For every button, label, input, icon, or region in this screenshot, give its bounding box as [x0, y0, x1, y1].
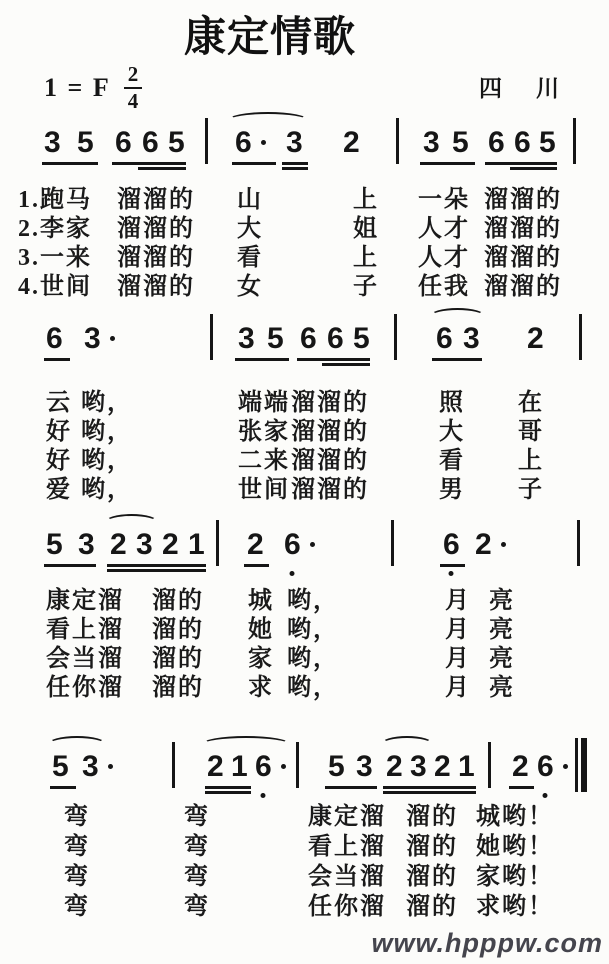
beam-line — [509, 786, 534, 789]
note: 3 — [410, 750, 427, 783]
lyric-text: 溜溜的 — [291, 477, 369, 503]
note: 6 — [284, 530, 301, 560]
beam-line — [325, 786, 377, 789]
lyric-text: 月 — [445, 675, 471, 701]
low-octave-dot — [543, 793, 548, 798]
barline — [216, 520, 219, 566]
lyric-text: 哟， — [287, 617, 339, 643]
notation-system — [0, 128, 609, 180]
lyric-text: 她哟！ — [476, 834, 554, 860]
beam-line — [485, 162, 557, 165]
lyric-text: 4.世间 — [18, 274, 92, 300]
note: 5 — [52, 750, 69, 783]
beam-line — [44, 358, 70, 361]
beam-line — [235, 358, 289, 361]
note: 2 — [386, 750, 403, 783]
note: 1 — [188, 528, 205, 561]
lyric-text: 女 — [237, 274, 263, 300]
lyric-text: 好 — [46, 448, 72, 474]
lyric-text: 会当溜 — [46, 646, 124, 672]
augmentation-dot — [310, 542, 315, 547]
note: 5 — [168, 126, 185, 159]
beam-line — [107, 564, 206, 567]
note: 5 — [539, 126, 556, 159]
note: 5 — [452, 126, 469, 159]
lyric-text: 康定溜 — [308, 804, 386, 830]
lyric-text: 溜溜的 — [291, 448, 369, 474]
lyric-text: 溜的 — [152, 617, 204, 643]
lyric-text: 溜的 — [406, 894, 458, 920]
lyric-text: 张家 — [238, 419, 290, 445]
lyric-text: 溜溜的 — [484, 187, 562, 213]
lyric-text: 任我 — [418, 274, 470, 300]
note: 2 — [110, 528, 127, 561]
note: 1 — [458, 750, 475, 783]
note: 6 — [436, 322, 453, 355]
key-label: 1 = F — [44, 73, 111, 102]
note: 3 — [238, 322, 255, 355]
lyric-text: 溜溜的 — [484, 274, 562, 300]
note: 3 — [82, 752, 99, 782]
lyric-text: 家 — [248, 646, 274, 672]
watermark: www.hpppw.com — [371, 928, 603, 958]
note: 3 — [84, 324, 101, 354]
lyric-text: 求 — [248, 675, 274, 701]
lyric-text: 她 — [248, 617, 274, 643]
lyric-text: 看上溜 — [46, 617, 124, 643]
note: 2 — [207, 750, 224, 783]
beam-line — [383, 786, 476, 789]
lyric-text: 看 — [439, 448, 465, 474]
barline — [391, 520, 394, 566]
lyric-text: 会当溜 — [308, 864, 386, 890]
lyric-text: 弯 — [184, 894, 210, 920]
note: 6 — [142, 126, 159, 159]
lyric-text: 弯 — [184, 804, 210, 830]
lyric-text: 山 — [237, 187, 263, 213]
note: 5 — [46, 528, 63, 561]
note: 3 — [136, 528, 153, 561]
lyric-text: 康定溜 — [46, 588, 124, 614]
note: 2 — [247, 528, 264, 561]
lyric-text: 二来 — [238, 448, 290, 474]
lyric-text: 溜溜的 — [291, 419, 369, 445]
lyric-text: 哟， — [81, 419, 133, 445]
lyric-text: 溜的 — [152, 588, 204, 614]
note: 6 — [46, 322, 63, 355]
slur-arc — [430, 308, 485, 324]
lyric-text: 弯 — [184, 864, 210, 890]
lyric-text: 大 — [237, 216, 263, 242]
lyric-text: 哟， — [81, 477, 133, 503]
lyric-text: 溜的 — [406, 864, 458, 890]
lyric-text: 弯 — [64, 834, 90, 860]
lyric-text: 看 — [237, 245, 263, 271]
slur-arc — [381, 736, 433, 752]
beam-line — [440, 564, 465, 567]
lyric-text: 任你溜 — [308, 894, 386, 920]
note: 3 — [463, 322, 480, 355]
notation-system — [0, 752, 609, 804]
beam-line — [383, 791, 476, 794]
lyric-text: 照 — [439, 390, 465, 416]
beam-line — [282, 167, 308, 170]
lyric-text: 亮 — [489, 617, 515, 643]
notation-system — [0, 530, 609, 582]
beam-line — [432, 358, 482, 361]
lyric-text: 在 — [518, 390, 544, 416]
lyric-text: 世间 — [238, 477, 290, 503]
lyric-text: 城哟！ — [476, 804, 554, 830]
lyric-text: 溜溜的 — [484, 216, 562, 242]
note: 6 — [443, 530, 460, 560]
lyric-text: 溜溜的 — [484, 245, 562, 271]
note: 6 — [115, 126, 132, 159]
note: 2 — [512, 750, 529, 783]
lyric-text: 人才 — [418, 216, 470, 242]
note: 5 — [353, 322, 370, 355]
lyric-text: 哟， — [81, 390, 133, 416]
lyric-text: 溜溜的 — [117, 274, 195, 300]
low-octave-dot — [449, 571, 454, 576]
lyric-text: 男 — [439, 477, 465, 503]
time-numerator: 2 — [124, 64, 143, 89]
note: 6 — [488, 126, 505, 159]
note: 6 — [235, 128, 252, 158]
time-denominator: 4 — [127, 89, 139, 113]
lyric-text: 一朵 — [418, 187, 470, 213]
beam-line — [205, 786, 251, 789]
note: 5 — [267, 322, 284, 355]
augmentation-dot — [110, 336, 115, 341]
lyric-text: 家哟！ — [476, 864, 554, 890]
song-title: 康定情歌 — [184, 13, 357, 60]
note: 2 — [162, 528, 179, 561]
lyric-text: 弯 — [64, 804, 90, 830]
note: 5 — [77, 126, 94, 159]
lyric-text: 月 — [445, 646, 471, 672]
note: 2 — [475, 530, 492, 560]
slur-arc — [228, 112, 308, 128]
lyric-text: 上 — [353, 245, 379, 271]
time-signature — [124, 64, 143, 112]
beam-line — [44, 564, 96, 567]
lyric-text: 端端 — [238, 390, 290, 416]
barline — [172, 742, 175, 788]
barline — [394, 314, 397, 360]
low-octave-dot — [290, 571, 295, 576]
note: 2 — [527, 322, 544, 355]
barline — [573, 118, 576, 164]
beam-line — [232, 162, 276, 165]
lyric-text: 上 — [353, 187, 379, 213]
lyric-text: 2.李家 — [18, 216, 92, 242]
lyric-text: 人才 — [418, 245, 470, 271]
notation-system — [0, 324, 609, 376]
lyric-text: 子 — [353, 274, 379, 300]
lyric-text: 哟， — [81, 448, 133, 474]
note: 3 — [286, 126, 303, 159]
lyric-text: 爱 — [46, 477, 72, 503]
augmentation-dot — [281, 764, 286, 769]
lyric-text: 哥 — [518, 419, 544, 445]
slur-arc — [105, 514, 158, 530]
note: 5 — [328, 750, 345, 783]
barline — [577, 520, 580, 566]
beam-line — [205, 791, 251, 794]
note: 1 — [231, 750, 248, 783]
barline — [579, 314, 582, 360]
note: 6 — [514, 126, 531, 159]
beam-line — [282, 162, 308, 165]
note: 6 — [255, 752, 272, 782]
lyric-text: 溜的 — [152, 675, 204, 701]
low-octave-dot — [261, 793, 266, 798]
lyric-text: 溜溜的 — [117, 187, 195, 213]
note: 3 — [423, 126, 440, 159]
lyric-text: 看上溜 — [308, 834, 386, 860]
augmentation-dot — [501, 542, 506, 547]
lyric-text: 求哟！ — [476, 894, 554, 920]
region-label: 四川 — [479, 76, 593, 101]
note: 2 — [434, 750, 451, 783]
lyric-text: 溜溜的 — [117, 216, 195, 242]
note: 3 — [78, 528, 95, 561]
note: 2 — [343, 126, 360, 159]
lyric-text: 溜溜的 — [117, 245, 195, 271]
lyric-text: 溜溜的 — [291, 390, 369, 416]
beam-line — [138, 167, 186, 170]
lyric-text: 任你溜 — [46, 675, 124, 701]
lyric-text: 月 — [445, 617, 471, 643]
lyric-text: 子 — [518, 477, 544, 503]
beam-line — [510, 167, 557, 170]
augmentation-dot — [108, 764, 113, 769]
barline — [210, 314, 213, 360]
note: 6 — [327, 322, 344, 355]
beam-line — [50, 786, 76, 789]
lyric-text: 弯 — [64, 864, 90, 890]
beam-line — [322, 363, 370, 366]
beam-line — [107, 569, 206, 572]
lyric-text: 弯 — [184, 834, 210, 860]
lyric-text: 云 — [46, 390, 72, 416]
note: 6 — [537, 752, 554, 782]
barline — [296, 742, 299, 788]
beam-line — [420, 162, 475, 165]
lyric-text: 月 — [445, 588, 471, 614]
final-barline — [575, 738, 587, 792]
lyric-text: 哟， — [287, 675, 339, 701]
beam-line — [244, 564, 269, 567]
key-signature — [44, 64, 142, 112]
lyric-text: 1.跑马 — [18, 187, 92, 213]
augmentation-dot — [563, 764, 568, 769]
lyric-text: 弯 — [64, 894, 90, 920]
note: 6 — [300, 322, 317, 355]
lyric-text: 溜的 — [406, 804, 458, 830]
lyric-text: 亮 — [489, 588, 515, 614]
lyric-text: 溜的 — [406, 834, 458, 860]
beam-line — [112, 162, 186, 165]
barline — [205, 118, 208, 164]
barline — [396, 118, 399, 164]
beam-line — [297, 358, 370, 361]
augmentation-dot — [261, 140, 266, 145]
note: 3 — [44, 126, 61, 159]
slur-arc — [202, 736, 290, 752]
lyric-text: 亮 — [489, 646, 515, 672]
lyric-text: 城 — [248, 588, 274, 614]
lyric-text: 3.一来 — [18, 245, 92, 271]
note: 3 — [356, 750, 373, 783]
barline — [488, 742, 491, 788]
lyric-text: 姐 — [353, 216, 379, 242]
lyric-text: 亮 — [489, 675, 515, 701]
lyric-text: 大 — [439, 419, 465, 445]
beam-line — [42, 162, 98, 165]
slur-arc — [48, 736, 106, 752]
lyric-text: 溜的 — [152, 646, 204, 672]
lyric-text: 哟， — [287, 646, 339, 672]
lyric-text: 好 — [46, 419, 72, 445]
lyric-text: 上 — [518, 448, 544, 474]
lyric-text: 哟， — [287, 588, 339, 614]
